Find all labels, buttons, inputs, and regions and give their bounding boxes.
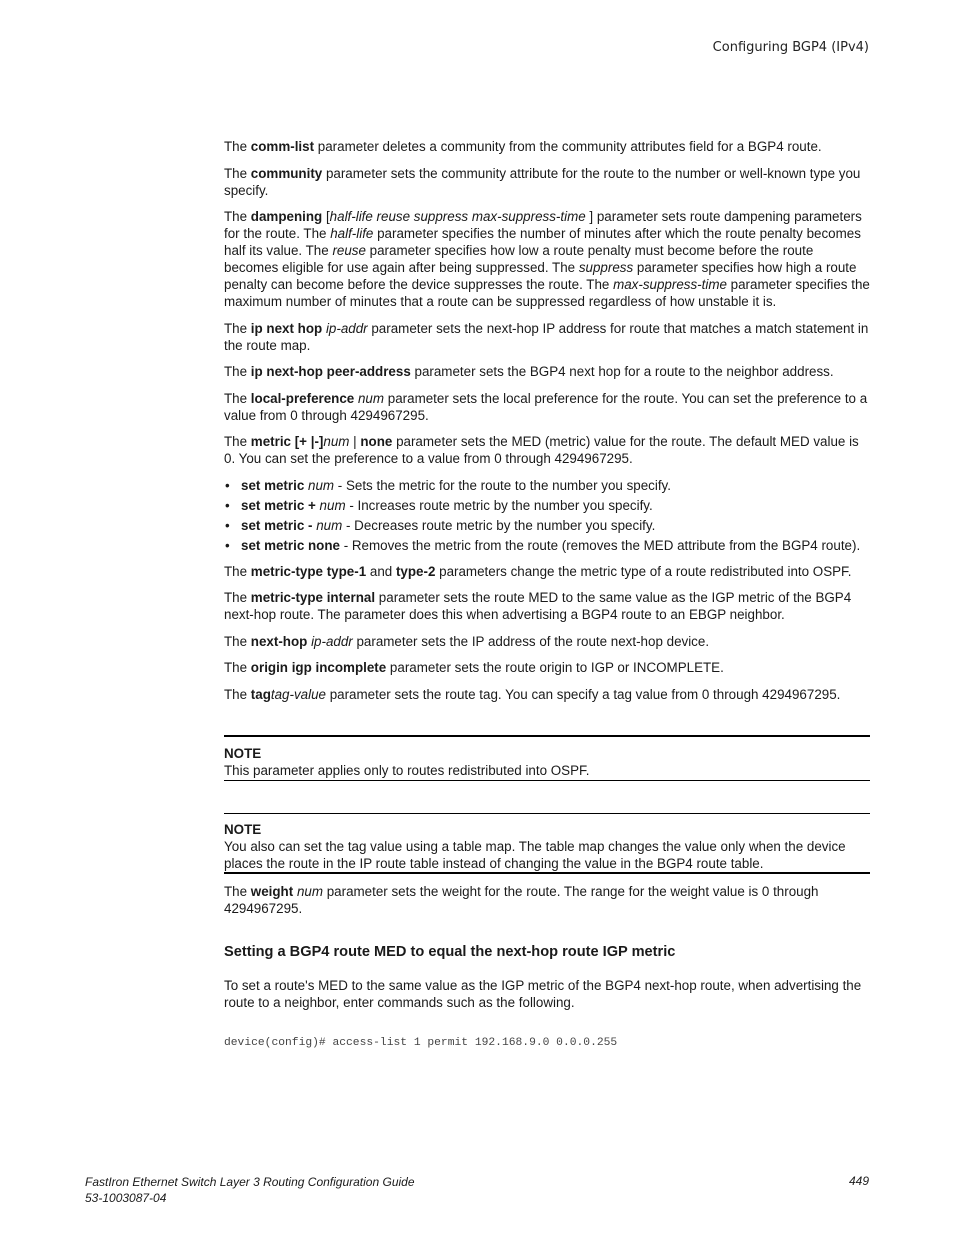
list-item: • set metric - num - Decreases route metric by the number you specify. [224, 517, 870, 534]
list-item: • set metric num - Sets the metric for the route to the number you specify. [224, 477, 870, 494]
note-box [224, 735, 870, 781]
paragraph-metric-type-internal: The metric-type internal parameter sets the route MED to the same value as the IGP metric of the BGP4 next-hop route. The parameter does this when advertising a BGP4 route to an EBGP neighbor. [224, 590, 852, 622]
section-heading: Setting a BGP4 route MED to equal the next-hop route IGP metric [224, 943, 676, 960]
paragraph-community: The community parameter sets the community attribute for the route to the number or well-known type you specify. [224, 165, 861, 198]
note-title: NOTE [224, 821, 262, 837]
running-header: Configuring BGP4 (IPv4) [712, 40, 869, 55]
list-item: • set metric none - Removes the metric from the route (removes the MED attribute from the BGP4 route). [224, 537, 870, 554]
footer-doc-title: FastIron Ethernet Switch Layer 3 Routing Configuration Guide [85, 1175, 415, 1189]
list-item: • set metric + num - Increases route metric by the number you specify. [224, 497, 870, 514]
metric-options-list [224, 477, 870, 554]
paragraph-ip-next-hop: The ip next hop ip-addr parameter sets the next-hop IP address for route that matches a match statement in the route map. [224, 320, 869, 353]
page-number: 449 [848, 1174, 869, 1188]
paragraph-ip-next-hop-peer-address: The ip next-hop peer-address parameter sets the BGP4 next hop for a route to the neighbor address. [224, 364, 834, 379]
paragraph-local-preference: The local-preference num parameter sets the local preference for the route. You can set the preference to a value from 0 through 4294967295. [224, 390, 868, 423]
paragraph-tag: The tagtag-value parameter sets the route tag. You can specify a tag value from 0 through 4294967295. [224, 686, 841, 702]
paragraph-comm-list: The comm-list parameter deletes a community from the community attributes field for a BGP4 route. [224, 139, 822, 154]
note-text: This parameter applies only to routes redistributed into OSPF. [224, 762, 590, 778]
note-box [224, 813, 870, 874]
paragraph-metric: The metric [+ |-]num | none parameter sets the MED (metric) value for the route. The default MED value is 0. You can set the preference to a value from 0 through 4294967295. [224, 434, 859, 466]
paragraph-origin: The origin igp incomplete parameter sets the route origin to IGP or INCOMPLETE. [224, 660, 724, 675]
main-content [224, 138, 870, 1052]
paragraph-next-hop: The next-hop ip-addr parameter sets the IP address of the route next-hop device. [224, 633, 710, 649]
note-title: NOTE [224, 745, 262, 761]
code-example: device(config)# access-list 1 permit 192.168.9.0 0.0.0.255 [224, 1036, 618, 1049]
footer [85, 1174, 415, 1206]
footer-doc-number: 53-1003087-04 [85, 1191, 167, 1205]
note-text: You also can set the tag value using a table map. The table map changes the value only when the device places the route in the IP route table instead of changing the value in the BGP4 route table. [224, 838, 846, 871]
paragraph-dampening: The dampening [half-life reuse suppress max-suppress-time ] parameter sets route dampening parameters for the route. The half-life parameter specifies the number of minutes after which the route penalty becomes half its value. The reuse parameter specifies how low a route penalty must become before the route becomes eligible for use again after being suppressed. The suppress parameter specifies how high a route penalty can become before the device suppresses the route. The max-suppress-time parameter specifies the maximum number of minutes that a route can be suppressed regardless of how unstable it is. [224, 209, 870, 309]
paragraph-intro-commands: To set a route's MED to the same value as the IGP metric of the BGP4 next-hop route, when advertising the route to a neighbor, enter commands such as the following. [224, 977, 862, 1010]
paragraph-metric-type: The metric-type type-1 and type-2 parameters change the metric type of a route redistributed into OSPF. [224, 563, 852, 579]
paragraph-weight: The weight num parameter sets the weight for the route. The range for the weight value is 0 through 4294967295. [224, 883, 819, 916]
